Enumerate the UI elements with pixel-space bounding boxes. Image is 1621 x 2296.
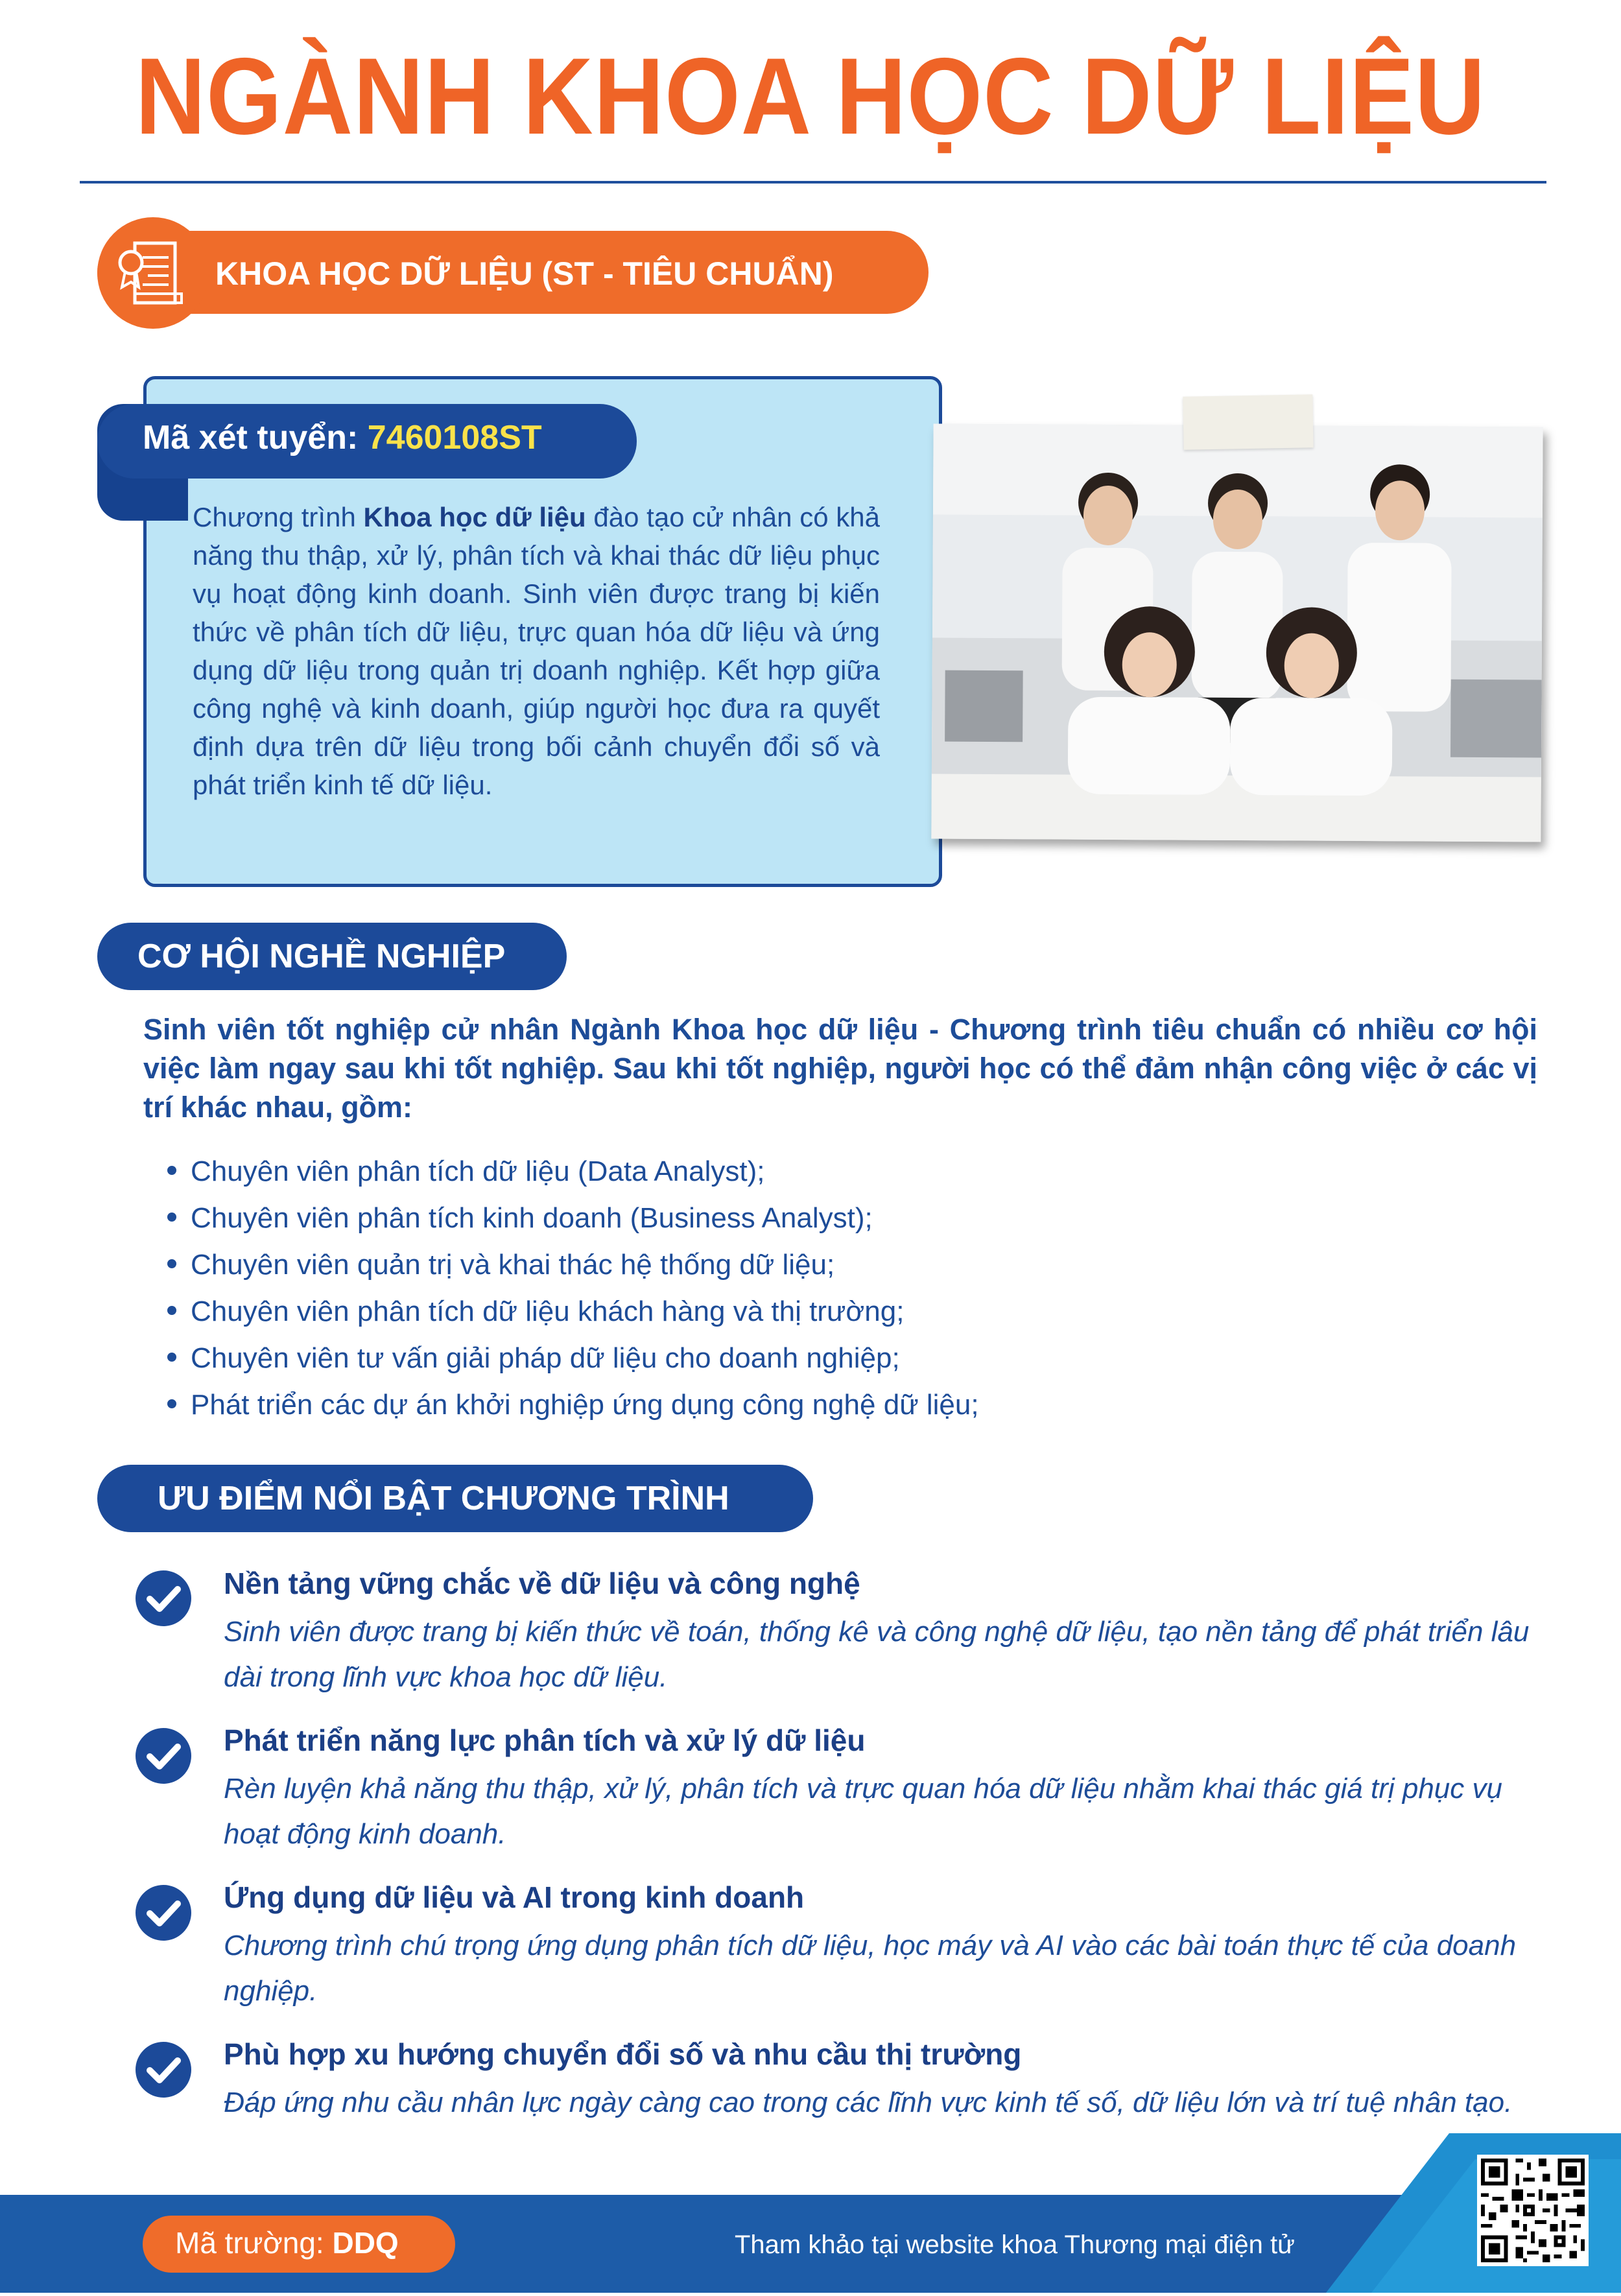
career-item <box>167 1296 904 1328</box>
career-item-text: Phát triển các dự án khởi nghiệp ứng dụng công nghệ dữ liệu; <box>191 1389 979 1421</box>
website-reference: Tham khảo tại website khoa Thương mại điện tử <box>735 2231 1295 2259</box>
career-item-text: Chuyên viên phân tích dữ liệu (Data Analyst); <box>191 1155 765 1187</box>
check-circle-icon <box>134 2041 193 2099</box>
career-item-text: Chuyên viên phân tích kinh doanh (Business Analyst); <box>191 1202 873 1234</box>
advantage-title: Phù hợp xu hướng chuyển đổi số và nhu cầu thị trường <box>224 2037 1022 2071</box>
career-item <box>167 1155 765 1188</box>
program-description <box>193 498 880 804</box>
description-bold: Khoa học dữ liệu <box>363 502 586 532</box>
advantage-title: Phát triển năng lực phân tích và xử lý dữ liệu <box>224 1723 866 1757</box>
career-item <box>167 1342 900 1375</box>
check-circle-icon <box>134 1569 193 1627</box>
tape-decoration <box>1183 394 1313 449</box>
advantage-title: Nền tảng vững chắc về dữ liệu và công nghệ <box>224 1567 860 1600</box>
title-divider <box>80 181 1546 183</box>
advantage-desc: Sinh viên được trang bị kiến thức về toán, thống kê và công nghệ dữ liệu, tạo nền tảng để phát triển lâu dài trong lĩnh vực khoa học dữ liệu. <box>224 1616 1530 1693</box>
career-item-text: Chuyên viên tư vấn giải pháp dữ liệu cho doanh nghiệp; <box>191 1342 900 1374</box>
advantage-desc: Chương trình chú trọng ứng dụng phân tích dữ liệu, học máy và AI vào các bài toán thực tế của doanh nghiệp. <box>224 1930 1517 2007</box>
advantage-desc: Đáp ứng nhu cầu nhân lực ngày càng cao trong các lĩnh vực kinh tế số, dữ liệu lớn và trí tuệ nhân tạo. <box>224 2087 1513 2118</box>
certificate-icon <box>97 217 209 329</box>
career-item <box>167 1249 834 1281</box>
career-item-text: Chuyên viên quản trị và khai thác hệ thống dữ liệu; <box>191 1249 835 1281</box>
career-item <box>167 1389 979 1421</box>
careers-intro: Sinh viên tốt nghiệp cử nhân Ngành Khoa học dữ liệu - Chương trình tiêu chuẩn có nhiều cơ hội việc làm ngay sau khi tốt nghiệp. Sau khi tốt nghiệp, người học có thể đảm nhận công việc ở các vị trí khác nhau, gồm: <box>143 1013 1537 1124</box>
advantages-heading: ƯU ĐIỂM NỔI BẬT CHƯƠNG TRÌNH <box>158 1480 729 1517</box>
school-code-value: DDQ <box>332 2226 399 2260</box>
school-code <box>175 2225 399 2260</box>
career-item-text: Chuyên viên phân tích dữ liệu khách hàng và thị trường; <box>191 1296 905 1327</box>
check-circle-icon <box>134 1727 193 1785</box>
career-item <box>167 1202 873 1235</box>
admission-code <box>143 418 542 457</box>
page-title: NGÀNH KHOA HỌC DỮ LIỆU <box>135 34 1486 158</box>
program-label: KHOA HỌC DỮ LIỆU (ST - TIÊU CHUẨN) <box>215 255 834 292</box>
advantage-desc: Rèn luyện khả năng thu thập, xử lý, phân tích và trực quan hóa dữ liệu nhằm khai thác giá trị phục vụ hoạt động kinh doanh. <box>224 1773 1502 1850</box>
admission-code-label: Mã xét tuyển: <box>143 419 359 456</box>
students-photo <box>931 424 1543 842</box>
school-code-label: Mã trường: <box>175 2226 324 2260</box>
admission-code-value: 7460108ST <box>367 419 542 456</box>
careers-heading: CƠ HỘI NGHỀ NGHIỆP <box>137 938 506 975</box>
check-circle-icon <box>134 1884 193 1942</box>
description-prefix: Chương trình <box>193 502 364 532</box>
description-rest: đào tạo cử nhân có khả năng thu thập, xử lý, phân tích và khai thác dữ liệu phục vụ hoạt động kinh doanh. Sinh viên được trang bị kiến thức về phân tích dữ liệu, trực quan hóa dữ liệu và ứng dụng dữ liệu trong quản trị doanh nghiệp. Kết hợp giữa công nghệ và kinh doanh, giúp người học đưa ra quyết định dựa trên dữ liệu trong bối cảnh chuyển đổi số và phát triển kinh tế dữ liệu. <box>193 502 880 800</box>
qr-code[interactable] <box>1477 2155 1589 2266</box>
advantage-title: Ứng dụng dữ liệu và AI trong kinh doanh <box>224 1880 805 1914</box>
